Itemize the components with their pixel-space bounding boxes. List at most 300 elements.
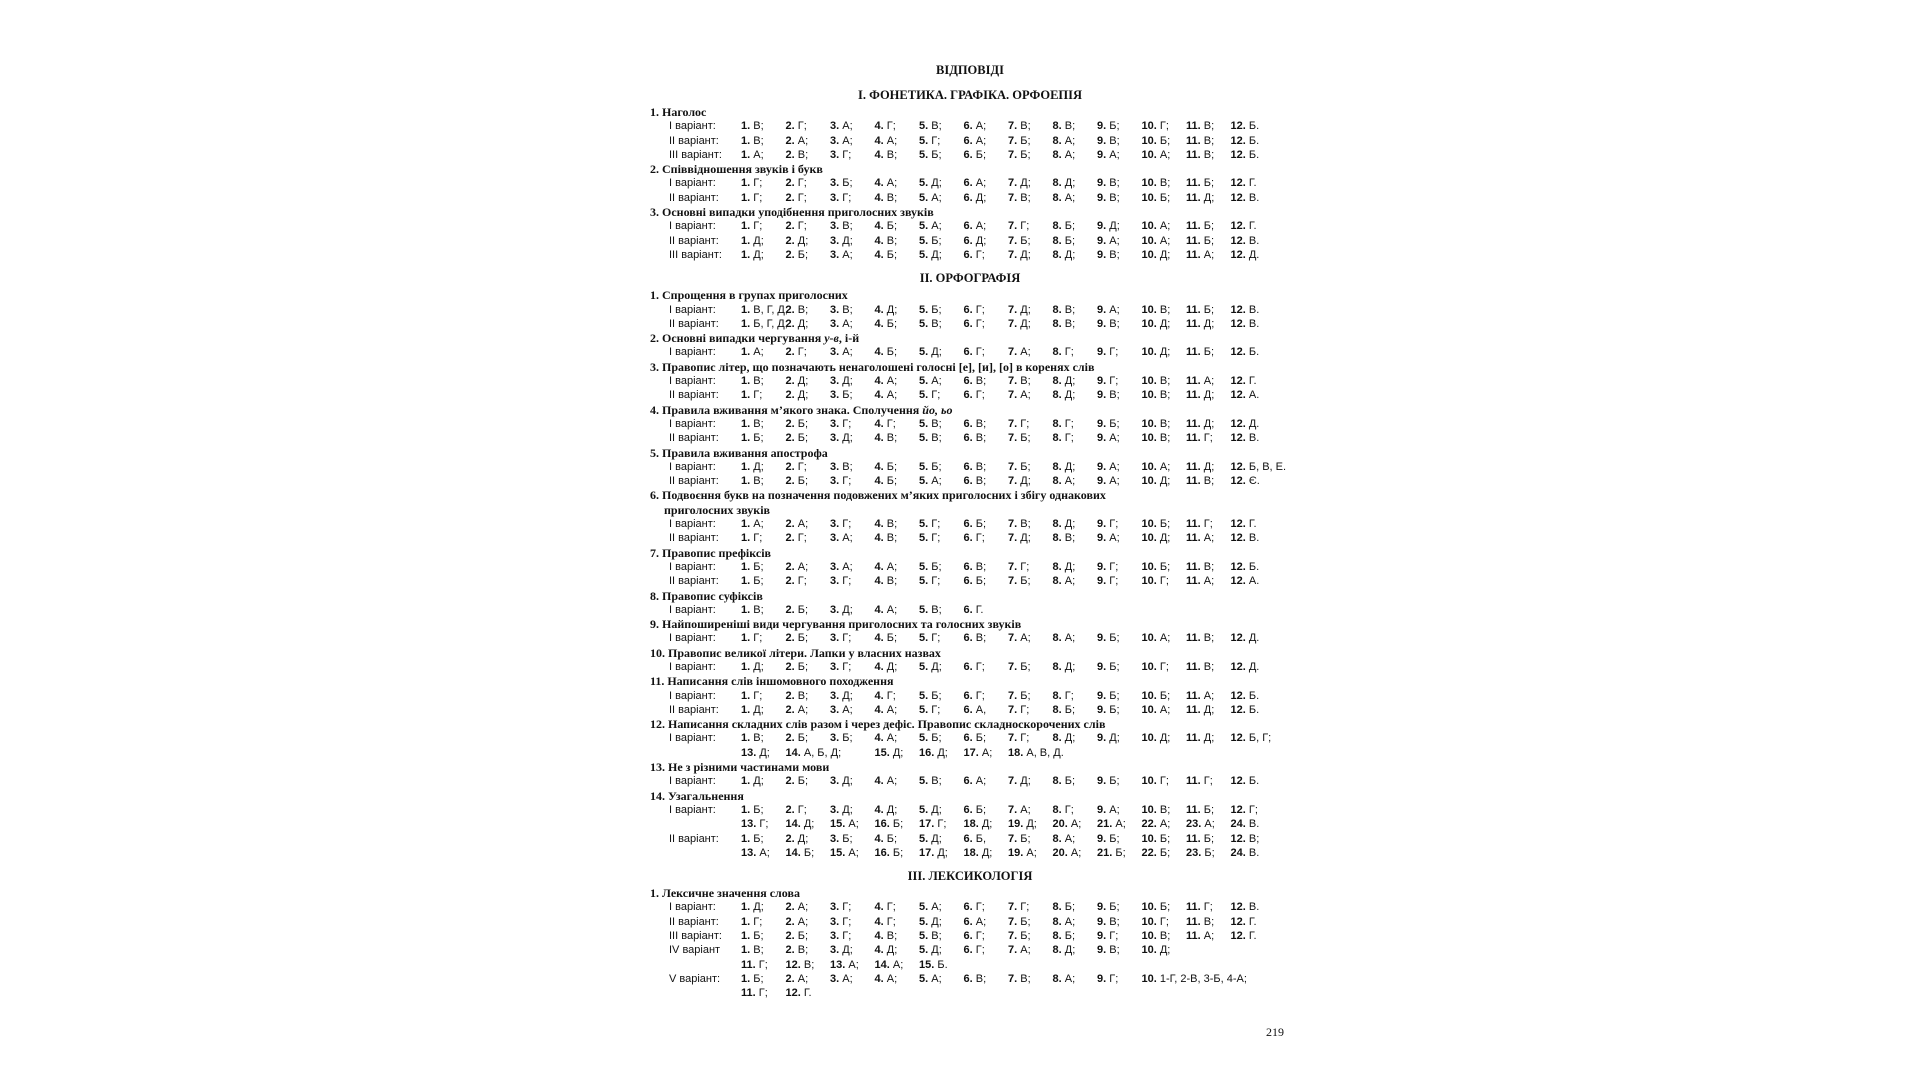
answer-letter: Д; [1159, 732, 1171, 745]
answer-cell [875, 689, 920, 703]
answer-row [650, 460, 1290, 474]
answer-cell [919, 345, 964, 359]
question-number: 24. [1230, 846, 1246, 859]
answer-letter: Д; [1064, 560, 1076, 573]
answer-letter: Г; [931, 389, 941, 402]
question-number: 5. [919, 560, 929, 573]
question-number: 5. [919, 603, 929, 616]
question-number: 5. [919, 460, 929, 473]
answer-cell [786, 234, 831, 248]
answer-cell [1053, 431, 1098, 445]
question-number: 6. [963, 234, 973, 247]
answer-cell [1142, 460, 1187, 474]
answer-cell [1008, 517, 1053, 531]
question-number: 8. [1052, 177, 1062, 190]
answer-letter: Д; [1159, 317, 1171, 330]
answer-letter: Г; [797, 803, 807, 816]
answer-cell [875, 134, 920, 148]
question-number: 3. [830, 575, 840, 588]
question-number: 17. [963, 746, 979, 759]
answer-letter: Д; [975, 234, 987, 247]
question-number: 6. [963, 944, 973, 957]
answer-cell [1231, 531, 1276, 545]
question-number: 10. [1141, 901, 1157, 914]
question-number: 8. [1052, 689, 1062, 702]
answer-letter: В; [1159, 375, 1171, 388]
answer-letter: Б; [1020, 134, 1031, 147]
question-number: 18. [963, 818, 979, 831]
question-number: 4. [874, 220, 884, 233]
variant-label: І варіант: [669, 220, 716, 233]
answer-cell [1142, 915, 1187, 929]
answer-cell [1008, 460, 1053, 474]
answer-cell [875, 474, 920, 488]
variant-label: І варіант: [669, 660, 716, 673]
answer-letter: Г; [1020, 560, 1030, 573]
answer-row [650, 191, 1290, 205]
answer-cell [1186, 689, 1231, 703]
question-number: 8. [1052, 632, 1062, 645]
answer-letter: В; [1020, 972, 1031, 985]
question-number: 8. [1052, 220, 1062, 233]
question-number: 3. [830, 389, 840, 402]
variant-label: І варіант: [669, 518, 716, 531]
answer-cell [830, 660, 875, 674]
question-number: 3. [830, 460, 840, 473]
answer-letter: Б; [1020, 575, 1031, 588]
answer-letter: А; [1203, 248, 1215, 261]
answer-letter: Г; [886, 120, 896, 133]
question-number: 11. [1186, 475, 1201, 488]
question-number: 8. [1052, 660, 1062, 673]
answer-cell [1097, 972, 1142, 986]
answer-cell [919, 119, 964, 133]
answer-letter: А; [753, 518, 764, 531]
question-number: 6. [963, 518, 973, 531]
question-number: 9. [1097, 632, 1107, 645]
topic-title-text: 1. Спрощення в групах приголосних [650, 288, 848, 303]
question-number: 1. [741, 460, 751, 473]
answer-letter: Б; [1020, 930, 1031, 943]
answer-letter: А. [1248, 575, 1260, 588]
answer-letter: А; [892, 958, 904, 971]
variant-label: ІІ варіант: [669, 475, 719, 488]
question-number: 9. [1097, 518, 1107, 531]
answer-cell [741, 746, 786, 760]
answer-letter: Г; [975, 930, 985, 943]
answer-cell [1097, 303, 1142, 317]
question-number: 11. [1186, 134, 1201, 147]
question-number: 7. [1008, 389, 1018, 402]
answer-cell [1097, 846, 1142, 860]
answer-cell [919, 431, 964, 445]
answer-letter: Д; [759, 746, 770, 759]
answer-cell [1097, 148, 1142, 162]
answer-letter: Д; [1159, 475, 1171, 488]
question-number: 7. [1008, 689, 1018, 702]
answer-letter: А; [1020, 346, 1031, 359]
answer-letter: А; [797, 972, 809, 985]
question-number: 11. [1186, 303, 1201, 316]
topic-title [650, 288, 1290, 302]
answer-cell [919, 731, 964, 745]
question-number: 4. [874, 915, 884, 928]
answer-cell [1053, 943, 1098, 957]
question-number: 10. [1141, 234, 1157, 247]
question-number: 11. [1186, 346, 1201, 359]
question-number: 2. [785, 532, 795, 545]
question-number: 2. [785, 248, 795, 261]
answer-letter: А; [1109, 148, 1120, 161]
question-number: 5. [919, 148, 929, 161]
question-number: 10. [1141, 432, 1157, 445]
answer-letter: Б; [1109, 832, 1120, 845]
answer-letter: Г. [1248, 915, 1257, 928]
answer-cell [919, 746, 964, 760]
answer-letter: В; [753, 417, 764, 430]
answer-cell [964, 832, 1009, 846]
answer-letter: Б, В, Е. [1248, 460, 1287, 473]
answer-letter: А; [931, 220, 942, 233]
answer-cell [786, 972, 831, 986]
answer-letter: Г; [931, 575, 941, 588]
answer-letter: В; [1109, 389, 1120, 402]
question-number: 2. [785, 148, 795, 161]
question-number: 4. [874, 603, 884, 616]
question-number: 11. [1186, 120, 1201, 133]
answer-row [650, 417, 1290, 431]
answer-letter: Б; [797, 775, 809, 788]
question-number: 2. [785, 234, 795, 247]
answer-cell [875, 374, 920, 388]
answer-cell [919, 832, 964, 846]
answer-letter: Г; [931, 532, 941, 545]
answer-letter: Г; [975, 944, 985, 957]
question-number: 8. [1052, 972, 1062, 985]
answer-cell [875, 915, 920, 929]
variant-label: І варіант: [669, 732, 716, 745]
answer-cell [741, 986, 786, 1000]
answer-cell [1053, 560, 1098, 574]
answer-cell [1008, 474, 1053, 488]
answer-letter: А; [842, 346, 853, 359]
answer-cell [786, 345, 831, 359]
answer-cell [1008, 832, 1053, 846]
answer-letter: Б; [931, 732, 942, 745]
answer-cell [786, 603, 831, 617]
answer-letter: В. [1248, 432, 1260, 445]
answer-letter: Б; [1203, 346, 1215, 359]
variant-label: І варіант: [669, 177, 716, 190]
question-number: 4. [874, 234, 884, 247]
answer-letter: Б; [797, 475, 809, 488]
answer-letter: А, Б, Д; [803, 746, 842, 759]
answer-letter: В; [1203, 915, 1215, 928]
answer-letter: Б; [1203, 832, 1215, 845]
answer-cell [1142, 234, 1187, 248]
answer-cell [875, 219, 920, 233]
answer-cell [830, 176, 875, 190]
answer-cell [964, 631, 1009, 645]
topic-title-text: 7. Правопис префіксів [650, 545, 772, 560]
question-number: 7. [1008, 901, 1018, 914]
question-number: 21. [1097, 846, 1113, 859]
answer-letter: Д; [753, 775, 764, 788]
answer-letter: Б. [1248, 346, 1260, 359]
answer-cell [1008, 431, 1053, 445]
answer-letter: Б; [1020, 148, 1031, 161]
answers-content [650, 87, 1290, 1001]
answer-cell [1053, 660, 1098, 674]
answer-row [650, 986, 1290, 1000]
answer-cell [741, 531, 786, 545]
answer-cell [875, 248, 920, 262]
question-number: 6. [963, 317, 973, 330]
answer-cell [1008, 817, 1053, 831]
answer-cell [964, 703, 1009, 717]
question-number: 4. [874, 317, 884, 330]
answer-letter: В. [1248, 846, 1260, 859]
answer-cell [1097, 234, 1142, 248]
question-number: 6. [963, 432, 973, 445]
answer-cell [1008, 374, 1053, 388]
question-number: 6. [963, 575, 973, 588]
answer-letter: Б; [1064, 220, 1076, 233]
answer-cell [1186, 474, 1231, 488]
answer-cell [1097, 929, 1142, 943]
answer-letter: Б; [753, 803, 764, 816]
answer-cell [1142, 531, 1187, 545]
topic-title-text: 2. Основні випадки чергування [650, 331, 822, 346]
answer-cell [786, 176, 831, 190]
answer-letter: В; [886, 930, 898, 943]
answer-row [650, 148, 1290, 162]
answer-letter: Б. [1248, 148, 1260, 161]
answer-cell [1008, 900, 1053, 914]
answer-letter: Б; [931, 460, 942, 473]
answer-cell [964, 317, 1009, 331]
answer-cell [1008, 388, 1053, 402]
answer-cell [1008, 219, 1053, 233]
answer-letter: Б; [1020, 689, 1031, 702]
answer-letter: Б; [753, 930, 764, 943]
question-number: 6. [963, 660, 973, 673]
question-number: 9. [1097, 120, 1107, 133]
question-number: 11. [1186, 832, 1201, 845]
answer-letter: Б; [975, 148, 987, 161]
variant-label: І варіант: [669, 417, 716, 430]
answer-cell [1142, 248, 1187, 262]
question-number: 2. [785, 177, 795, 190]
question-number: 12. [1230, 248, 1246, 261]
answer-letter: Б. [1248, 703, 1260, 716]
answer-letter: Д; [842, 944, 853, 957]
answer-row [650, 345, 1290, 359]
question-number: 1. [741, 575, 751, 588]
answer-letter: А; [975, 120, 987, 133]
topic-title [650, 105, 1290, 119]
answer-cell [1008, 417, 1053, 431]
answer-letter: А; [842, 703, 853, 716]
answer-letter: В; [1159, 803, 1171, 816]
question-number: 7. [1008, 460, 1018, 473]
answer-letter: А; [1159, 220, 1171, 233]
answer-letter: Д; [1159, 248, 1171, 261]
answer-cell [830, 388, 875, 402]
answer-letter: В; [1020, 375, 1031, 388]
answer-cell [1053, 148, 1098, 162]
answer-cell [964, 531, 1009, 545]
question-number: 8. [1052, 432, 1062, 445]
answer-letter: Г; [1109, 930, 1119, 943]
answer-cell [830, 191, 875, 205]
question-number: 12. [1230, 303, 1246, 316]
question-number: 20. [1052, 846, 1068, 859]
answer-cell [1053, 219, 1098, 233]
topic-title [650, 403, 1290, 417]
answer-letter: Д; [931, 660, 942, 673]
answer-cell [1231, 517, 1276, 531]
answer-cell [741, 703, 786, 717]
question-number: 1. [741, 432, 751, 445]
answer-letter: Г; [975, 660, 985, 673]
answer-cell [919, 234, 964, 248]
question-number: 6. [963, 248, 973, 261]
answer-cell [1231, 817, 1276, 831]
answer-cell [875, 703, 920, 717]
answer-cell [830, 560, 875, 574]
answer-letter: Б; [797, 248, 809, 261]
answer-letter: Г. [803, 987, 812, 1000]
answer-letter: В; [1064, 317, 1076, 330]
question-number: 7. [1008, 220, 1018, 233]
question-number: 3. [830, 930, 840, 943]
variant-label: ІІ варіант: [669, 703, 719, 716]
question-number: 4. [874, 732, 884, 745]
answer-letter: Б. [1248, 120, 1260, 133]
answer-letter: Б; [797, 660, 809, 673]
question-number: 9. [1097, 703, 1107, 716]
answer-cell [786, 317, 831, 331]
answer-cell [964, 929, 1009, 943]
answer-cell [830, 248, 875, 262]
answer-letter: Д; [1020, 177, 1031, 190]
topic-title [650, 331, 1290, 345]
answer-letter: Д; [1020, 532, 1031, 545]
answer-letter: В; [1203, 134, 1215, 147]
answer-cell [1008, 248, 1053, 262]
answer-cell [1142, 303, 1187, 317]
answer-cell [741, 915, 786, 929]
topic-title [650, 162, 1290, 176]
answer-letter: Г; [1020, 703, 1030, 716]
answer-letter: Г; [1109, 972, 1119, 985]
question-number: 10. [1141, 803, 1157, 816]
answer-letter: В; [975, 460, 987, 473]
question-number: 12. [1230, 560, 1246, 573]
answer-cell [786, 388, 831, 402]
question-number: 3. [830, 120, 840, 133]
answer-letter: В; [931, 775, 942, 788]
answer-cell [919, 929, 964, 943]
answer-letter: В; [797, 689, 809, 702]
answer-letter: А; [1203, 575, 1215, 588]
answer-letter: Г; [797, 177, 807, 190]
answer-letter: В; [931, 120, 942, 133]
answer-cell [919, 474, 964, 488]
answer-letter: Б; [1020, 660, 1031, 673]
question-number: 4. [874, 375, 884, 388]
question-number: 9. [1097, 689, 1107, 702]
answer-cell [786, 303, 831, 317]
answer-letter: В; [1109, 317, 1120, 330]
question-number: 10. [1141, 832, 1157, 845]
question-number: 1. [741, 303, 751, 316]
question-number: 8. [1052, 930, 1062, 943]
answer-row [650, 660, 1290, 674]
variant-label: І варіант: [669, 460, 716, 473]
question-number: 12. [1230, 532, 1246, 545]
question-number: 11. [1186, 389, 1201, 402]
answer-letter: А; [1159, 234, 1171, 247]
answer-letter: Б; [886, 460, 898, 473]
answer-cell [1142, 631, 1187, 645]
answer-cell [964, 148, 1009, 162]
answer-letter: А; [842, 972, 853, 985]
answer-letter: В; [1109, 248, 1120, 261]
answer-cell [741, 345, 786, 359]
question-number: 10. [1141, 317, 1157, 330]
answer-cell [1008, 303, 1053, 317]
question-number: 12. [1230, 575, 1246, 588]
question-number: 10. [1141, 417, 1157, 430]
answer-letter: Г; [758, 958, 768, 971]
question-number: 2. [785, 389, 795, 402]
answer-letter: Б; [1064, 901, 1076, 914]
question-number: 18. [1008, 746, 1024, 759]
question-number: 12. [1230, 930, 1246, 943]
answer-cell [1053, 460, 1098, 474]
answer-letter: А; [886, 177, 898, 190]
answer-letter: А; [1064, 134, 1076, 147]
answer-cell [919, 531, 964, 545]
answer-letter: А; [1109, 460, 1120, 473]
question-number: 10. [1141, 148, 1157, 161]
answer-cell [741, 900, 786, 914]
variant-label: ІІ варіант: [669, 915, 719, 928]
answer-cell [1053, 134, 1098, 148]
answer-cell [1053, 345, 1098, 359]
answer-cell [1231, 660, 1276, 674]
answer-letter: Є. [1248, 475, 1260, 488]
answer-cell [919, 958, 964, 972]
question-number: 6. [963, 191, 973, 204]
answer-row [650, 929, 1290, 943]
question-number: 4. [874, 248, 884, 261]
answer-letter: А; [1109, 532, 1120, 545]
answer-letter: А; [842, 317, 853, 330]
question-number: 3. [830, 532, 840, 545]
answer-letter: Б; [1159, 901, 1171, 914]
answer-letter: Б; [975, 803, 987, 816]
question-number: 4. [874, 432, 884, 445]
question-number: 7. [1008, 432, 1018, 445]
answer-letter: Д; [842, 689, 853, 702]
answer-cell [964, 219, 1009, 233]
question-number: 5. [919, 191, 929, 204]
question-number: 15. [830, 818, 846, 831]
answer-cell [785, 746, 842, 760]
